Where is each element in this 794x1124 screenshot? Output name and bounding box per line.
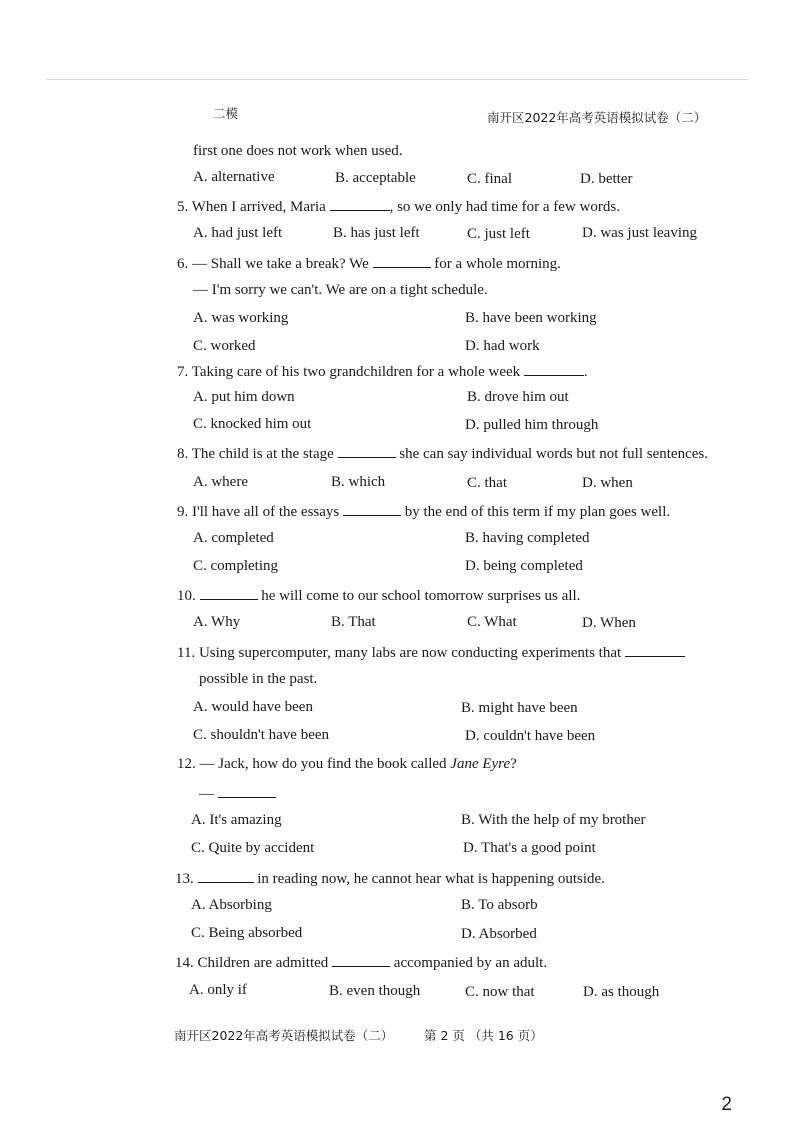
q11-stem (177, 642, 685, 662)
q6-blank (373, 253, 431, 268)
q8-stem-pre: 8. The child is at the stage (177, 446, 334, 462)
q11-option-d: D. couldn't have been (465, 728, 596, 744)
q8-blank (338, 443, 396, 458)
q14-option-b: B. even though (329, 983, 421, 999)
q9-option-d: D. being completed (465, 558, 583, 574)
q7-option-a: A. put him down (193, 389, 295, 405)
q7-option-d: D. pulled him through (465, 417, 599, 433)
q12-option-a: A. It's amazing (191, 812, 282, 828)
q10-option-c: C. What (467, 614, 517, 630)
q14-stem-pre: 14. Children are admitted (175, 955, 329, 971)
q6-stem-pre: 6. — Shall we take a break? We (177, 256, 369, 272)
q12-reply-dash: — (199, 786, 214, 802)
q14-option-d: D. as though (583, 984, 660, 1000)
q12-stem-post: ? (510, 756, 517, 772)
q4-option-c: C. final (467, 171, 512, 187)
q10-option-a: A. Why (193, 614, 241, 630)
q10-blank (200, 585, 258, 600)
q13-blank (198, 868, 254, 883)
q7-blank (524, 361, 584, 376)
q9-stem-pre: 9. I'll have all of the essays (177, 504, 340, 520)
q12-option-b: B. With the help of my brother (461, 812, 646, 828)
q10-stem (177, 585, 580, 605)
q12-option-d: D. That's a good point (463, 840, 596, 856)
q12-book-title: Jane Eyre (450, 756, 511, 772)
q12-blank (218, 783, 276, 798)
q7-option-c: C. knocked him out (193, 416, 312, 432)
q5-option-c: C. just left (467, 226, 530, 242)
q7-option-b: B. drove him out (467, 389, 569, 405)
q13-option-d: D. Absorbed (461, 926, 537, 942)
q11-option-b: B. might have been (461, 700, 578, 716)
q9-blank (343, 501, 401, 516)
q10-option-b: B. That (331, 614, 376, 630)
q6-stem (177, 253, 561, 273)
q5-stem-pre: 5. When I arrived, Maria (177, 199, 326, 215)
page-number: 2 (721, 1094, 732, 1115)
q6-stem-post: for a whole morning. (434, 256, 561, 272)
footer-exam-title: 南开区2022年高考英语模拟试卷（二） (174, 1028, 394, 1043)
q13-option-b: B. To absorb (461, 897, 538, 913)
q5-stem-post: , so we only had time for a few words. (389, 199, 620, 215)
q14-option-a: A. only if (189, 982, 247, 998)
q9-option-a: A. completed (193, 530, 274, 546)
q6-option-c: C. worked (193, 338, 256, 354)
q12-stem-pre: 12. — Jack, how do you find the book called (177, 756, 447, 772)
q12-option-c: C. Quite by accident (191, 840, 315, 856)
q14-option-c: C. now that (465, 984, 535, 1000)
q13-option-c: C. Being absorbed (191, 925, 303, 941)
q8-option-b: B. which (331, 474, 386, 490)
q7-stem (177, 361, 588, 381)
q8-stem-post: she can say individual words but not full sentences. (399, 446, 708, 462)
q5-stem (177, 196, 620, 216)
q14-stem (175, 952, 547, 972)
q10-option-d: D. When (582, 615, 636, 631)
q5-option-b: B. has just left (333, 225, 420, 241)
q8-stem (177, 443, 708, 463)
q6-reply: — I'm sorry we can't. We are on a tight schedule. (193, 282, 488, 298)
header-rule (46, 79, 748, 80)
q12-reply (199, 783, 276, 803)
q4-option-a: A. alternative (193, 169, 275, 185)
q11-stem-pre: 11. Using supercomputer, many labs are now conducting experiments that (177, 645, 622, 661)
q4-option-d: D. better (580, 171, 633, 187)
q13-option-a: A. Absorbing (191, 897, 272, 913)
q7-stem-pre: 7. Taking care of his two grandchildren for a whole week (177, 364, 521, 380)
header-title: 南开区2022年高考英语模拟试卷（二） (487, 110, 707, 125)
q5-option-a: A. had just left (193, 225, 283, 241)
q8-option-d: D. when (582, 475, 633, 491)
q7-stem-post: . (583, 364, 588, 380)
footer-page-info: 第 2 页 （共 16 页） (424, 1028, 543, 1043)
q13-stem-pre: 13. (175, 871, 194, 887)
q11-blank (625, 642, 685, 657)
q6-option-a: A. was working (193, 310, 289, 326)
q9-stem-post: by the end of this term if my plan goes well. (404, 504, 671, 520)
q13-stem-post: in reading now, he cannot hear what is happening outside. (257, 871, 605, 887)
q4-continuation: first one does not work when used. (193, 143, 403, 159)
q4-option-b: B. acceptable (335, 170, 416, 186)
q6-option-d: D. had work (465, 338, 540, 354)
q10-stem-post: he will come to our school tomorrow surprises us all. (261, 588, 581, 604)
q12-stem (177, 755, 517, 773)
q9-stem (177, 501, 670, 521)
q9-option-c: C. completing (193, 558, 278, 574)
q14-stem-post: accompanied by an adult. (393, 955, 548, 971)
q9-option-b: B. having completed (465, 530, 590, 546)
q5-blank (330, 196, 390, 211)
q5-option-d: D. was just leaving (582, 225, 697, 241)
q8-option-a: A. where (193, 474, 248, 490)
header-left: 二模 (213, 106, 239, 121)
q14-blank (332, 952, 390, 967)
q10-stem-pre: 10. (177, 588, 196, 604)
q11-continuation: possible in the past. (199, 671, 318, 687)
q6-option-b: B. have been working (465, 310, 597, 326)
q11-option-c: C. shouldn't have been (193, 727, 330, 743)
q8-option-c: C. that (467, 475, 507, 491)
q13-stem (175, 868, 605, 888)
q11-option-a: A. would have been (193, 699, 313, 715)
